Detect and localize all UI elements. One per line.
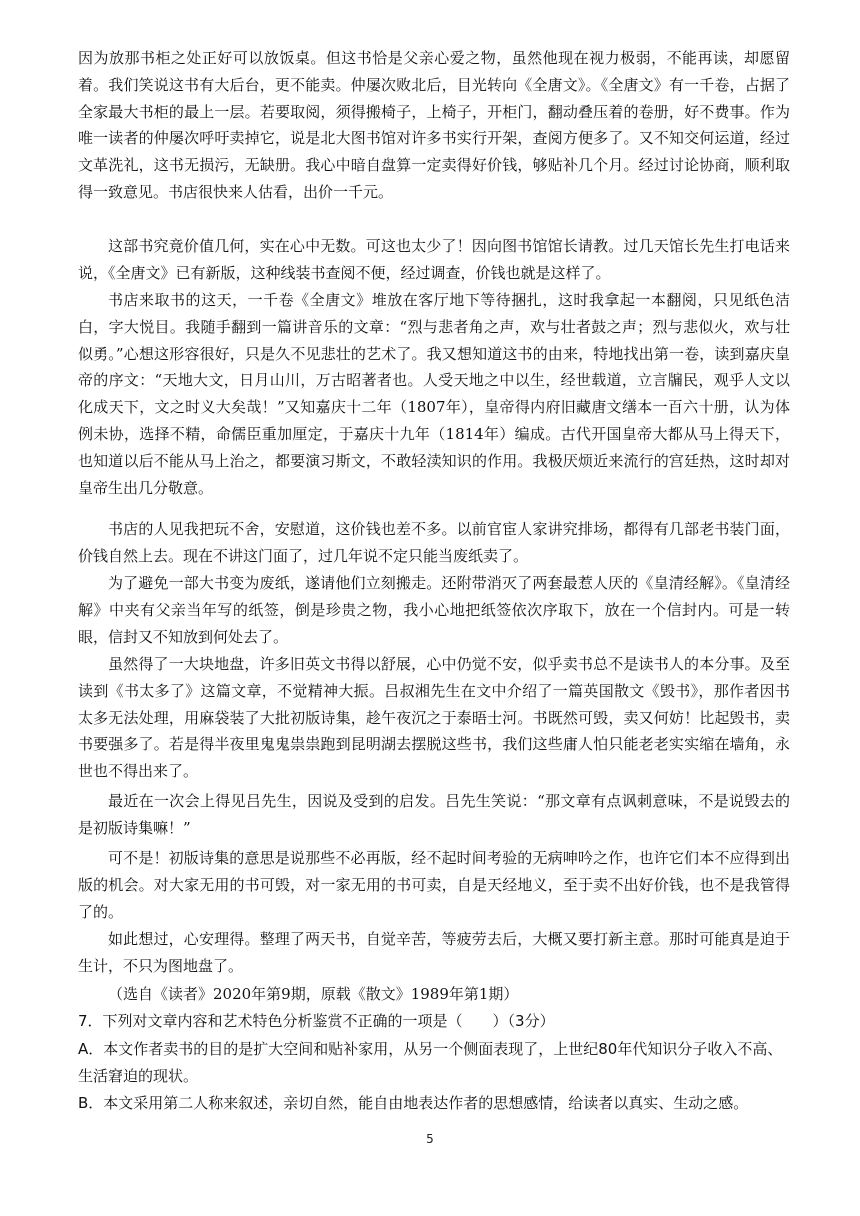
- paragraph-8: 可不是！初版诗集的意思是说那些不必再版，经不起时间考验的无病呻吟之作，也许它们本不应得到出版的机会。对大家无用的书可毁，对一家无用的书可卖，自是天经地义，至于卖不出好价钱，也不是我管得了的。: [78, 849, 790, 921]
- source-note: （选自《读者》2020年第9期，原载《散文》1989年第1期）: [108, 985, 519, 1003]
- paragraph-7: 最近在一次会上得见吕先生，因说及受到的启发。吕先生笑说：“那文章有点讽刺意味，不是说毁去的是初版诗集嘛！”: [78, 792, 790, 837]
- paragraph-1: 因为放那书柜之处正好可以放饭桌。但这书恰是父亲心爱之物，虽然他现在视力极弱，不能再读，却愿留着。我们笑说这书有大后台，更不能卖。仲屡次败北后，目光转向《全唐文》。《全唐文》有一千卷，占据了全家最大书柜的最上一层。若要取阅，须得搬椅子，上椅子，开柜门，翻动叠压着的卷册，好不费事。作为唯一读者的仲屡次呼吁卖掉它，说是北大图书馆对许多书实行开架，查阅方便多了。又不知交何运道，经过文革洗礼，这书无损污，无缺册。我心中暗自盘算一定卖得好价钱，够贴补几个月。经过讨论协商，顺利取得一致意见。书店很快来人估看，出价一千元。: [78, 49, 790, 201]
- paragraph-5: 为了避免一部大书变为废纸，遂请他们立刻搬走。还附带消灭了两套最惹人厌的《皇清经解》。《皇清经解》中夹有父亲当年写的纸签，倒是珍贵之物，我小心地把纸签依次序取下，放在一个信封内。可是一转眼，信封又不知放到何处去了。: [78, 574, 790, 646]
- question-stem: 7．下列对文章内容和艺术特色分析鉴赏不正确的一项是（ ）（3分）: [78, 1012, 555, 1030]
- option-a: A．本文作者卖书的目的是扩大空间和贴补家用，从另一个侧面表现了，上世纪80年代知识分子收入不高、生活窘迫的现状。: [78, 1040, 783, 1085]
- paragraph-2: 这部书究竟价值几何，实在心中无数。可这也太少了！因向图书馆馆长请教。过几天馆长先生打电话来说，《全唐文》已有新版，这种线装书查阅不便，经过调查，价钱也就是这样了。: [78, 237, 790, 282]
- option-b: B．本文采用第二人称来叙述，亲切自然，能自由地表达作者的思想感情，给读者以真实、生动之感。: [78, 1094, 749, 1112]
- paragraph-3: 书店来取书的这天，一千卷《全唐文》堆放在客厅地下等待捆扎，这时我拿起一本翻阅，只见纸色洁白，字大悦目。我随手翻到一篇讲音乐的文章：“烈与悲者角之声，欢与壮者鼓之声；烈与悲似火，欢与壮似勇。”心想这形容很好，只是久不见悲壮的艺术了。我又想知道这书的由来，特地找出第一卷，读到嘉庆皇帝的序文：“天地大文，日月山川，万古昭著者也。人受天地之中以生，经世载道，立言牖民，观乎人文以化成天下，文之时义大矣哉！”又知嘉庆十二年（1807年），皇帝得内府旧藏唐文缮本一百六十册，认为体例未协，选择不精，命儒臣重加厘定，于嘉庆十九年（1814年）编成。古代开国皇帝大都从马上得天下，也知道以后不能从马上治之，都要演习斯文，不敢轻渎知识的作用。我极厌烦近来流行的宫廷热，这时却对皇帝生出几分敬意。: [78, 291, 790, 497]
- paragraph-4: 书店的人见我把玩不舍，安慰道，这价钱也差不多。以前官宦人家讲究排场，都得有几部老书装门面，价钱自然上去。现在不讲这门面了，过几年说不定只能当废纸卖了。: [78, 520, 790, 565]
- paragraph-6: 虽然得了一大块地盘，许多旧英文书得以舒展，心中仍觉不安，似乎卖书总不是读书人的本分事。及至读到《书太多了》这篇文章，不觉精神大振。吕叔湘先生在文中介绍了一篇英国散文《毁书》，那作者因书太多无法处理，用麻袋装了大批初版诗集，趁午夜沉之于泰晤士河。书既然可毁，卖又何妨！比起毁书，卖书要强多了。若是得半夜里鬼鬼祟祟跑到昆明湖去摆脱这些书，我们这些庸人怕只能老老实实缩在墙角，永世也不得出来了。: [78, 655, 790, 781]
- page-number: 5: [426, 1132, 434, 1146]
- paragraph-9: 如此想过，心安理得。整理了两天书，自觉辛苦，等疲劳去后，大概又要打新主意。那时可能真是迫于生计，不只为图地盘了。: [78, 930, 790, 975]
